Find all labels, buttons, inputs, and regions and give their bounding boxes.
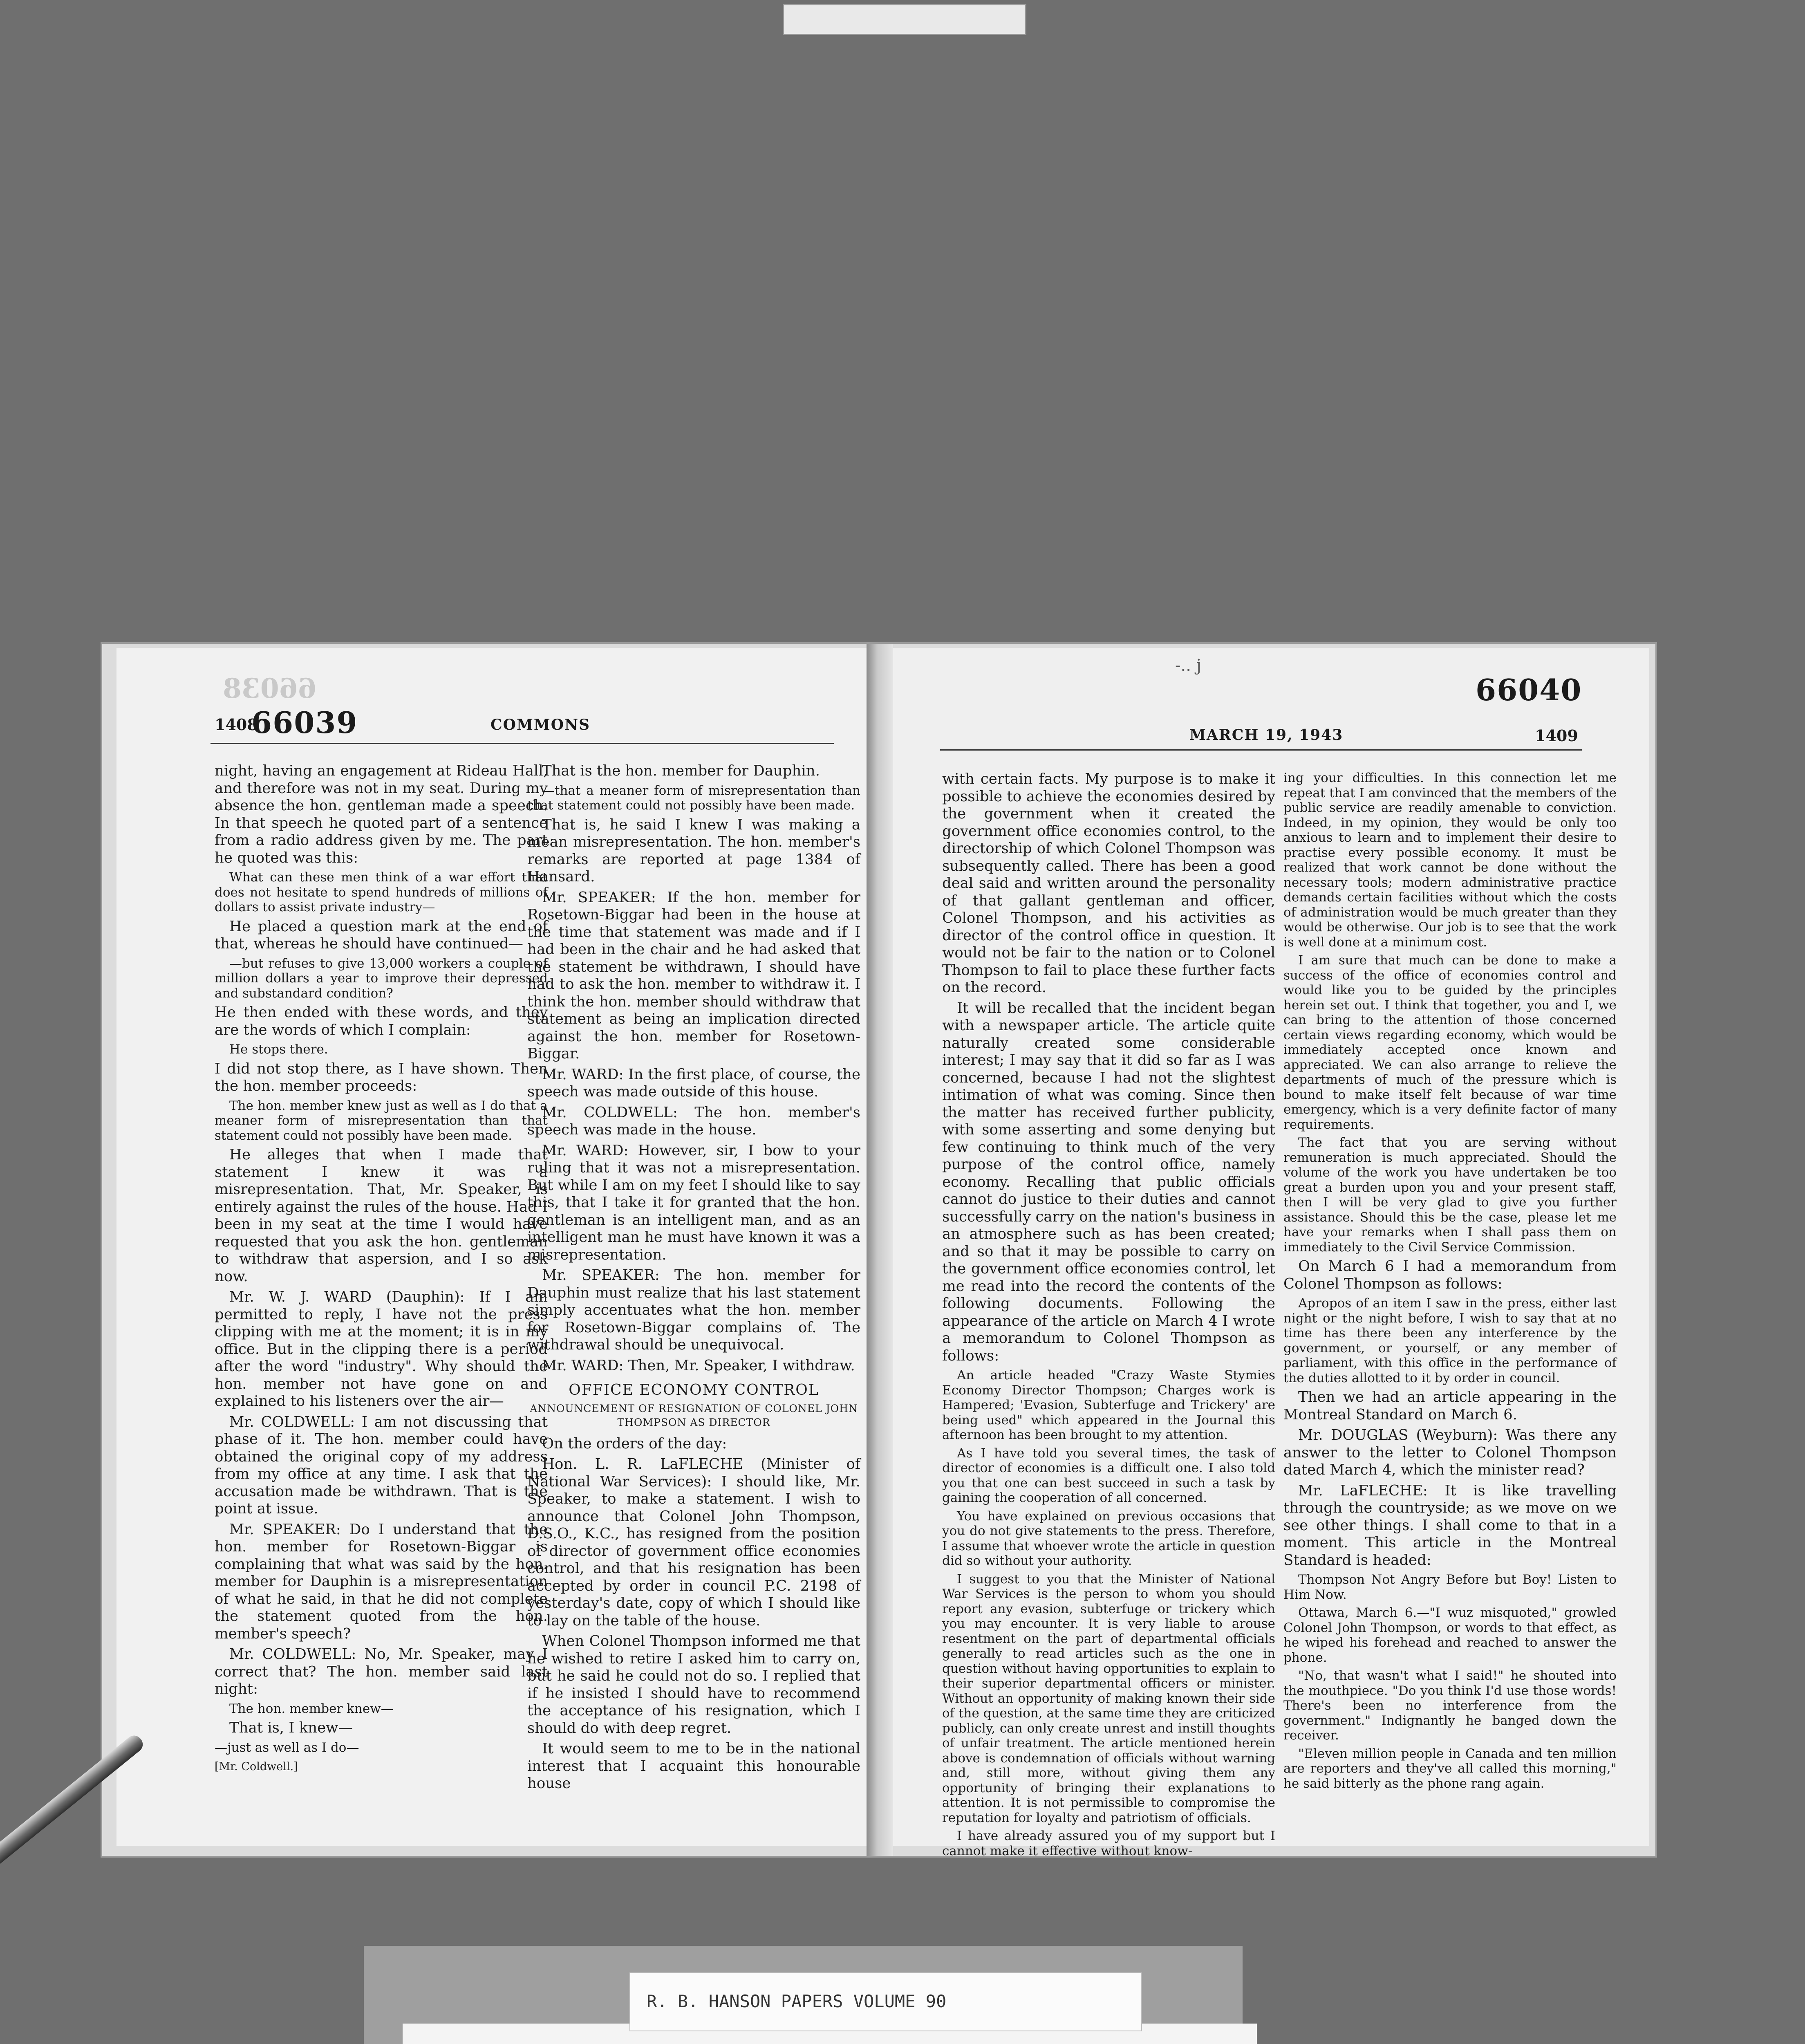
paragraph: It will be recalled that the incident began with a newspaper article. The article quite naturally created some considerable interest; I may say that it did so far as I was concerned, because I had not the slightest intimation of what was coming. Since then the matter has received further publicity, with some asserting and some denying but few continuing to think much of the very purpose of the control office, namely economy. Recalling that public officials cannot do justice to their duties and cannot successfully carry on the nation's business in an atmosphere such as has been created; and so that it may be possible to carry on the government office economies control, let me read into the record the contents of the following documents. Following the appearance of the article on March 4 I wrote a memorandum to Colonel Thompson as follows: bbox=[942, 1000, 1275, 1364]
header-rule bbox=[940, 749, 1582, 751]
paragraph: Mr. WARD: However, sir, I bow to your ruling that it was not a misrepresentation. But while I am on my feet I should like to say this, that I take it for granted that the hon. gentleman is an intelligent man, and as an intelligent man he must have known it was a misrepresentation. bbox=[527, 1142, 860, 1263]
header-rule bbox=[211, 743, 834, 744]
paragraph: Mr. COLDWELL: No, Mr. Speaker, may I correct that? The hon. member said last night: bbox=[215, 1646, 548, 1697]
section-heading: OFFICE ECONOMY CONTROL bbox=[569, 1382, 819, 1399]
left-page bbox=[116, 648, 867, 1846]
volume-tag-text: R. B. HANSON PAPERS VOLUME 90 bbox=[647, 1991, 947, 2011]
running-head: COMMONS bbox=[490, 716, 590, 733]
folio-stamp: 66039 bbox=[251, 705, 358, 740]
paragraph: Mr. LaFLECHE: It is like travelling through the countryside; as we move on we see other things. I shall come to that in a moment. This article in the Montreal Standard is headed: bbox=[1283, 1482, 1617, 1569]
book-spread bbox=[102, 644, 1655, 1856]
paragraph: He then ended with these words, and they are the words of which I complain: bbox=[215, 1004, 548, 1038]
paragraph: Mr. SPEAKER: Do I understand that the hon. member for Rosetown-Biggar is complaining that what was said by the hon. member for Dauphin is a misrepresentation of what he said, in that he did not complete the statement quoted from the hon. member's speech? bbox=[215, 1521, 548, 1642]
speaker-credit: [Mr. Coldwell.] bbox=[215, 1760, 298, 1773]
paragraph: Then we had an article appearing in the Montreal Standard on March 6. bbox=[1283, 1389, 1617, 1423]
paragraph: On the orders of the day: bbox=[542, 1435, 727, 1452]
volume-tag bbox=[629, 1972, 1142, 2031]
paragraph: He placed a question mark at the end of that, whereas he should have continued— bbox=[215, 918, 548, 952]
text-column-2 bbox=[527, 762, 860, 1796]
quotation: The hon. member knew— bbox=[229, 1701, 394, 1716]
paragraph: That is, I knew— bbox=[229, 1719, 353, 1736]
quotation: He stops there. bbox=[229, 1042, 328, 1057]
quotation: Apropos of an item I saw in the press, either last night or the night before, I wish to say that at no time has there been any interference by the government, or yourself, or any member of parliament, with this office in the performance of the duties allotted to it by order in council. bbox=[1283, 1296, 1617, 1385]
ghost-folio: 66038 bbox=[223, 672, 317, 704]
quotation: I suggest to you that the Minister of National War Services is the person to whom you should report any evasion, subterfuge or trickery which you may encounter. It is very liable to arouse resentment on the part of departmental officials generally to read articles such as the one in question without having opportunities to explain to their superior departmental officers or minister. Without an opportunity of making known their side of the question, at the same time they are criticized publicly, can only create unrest and instill thoughts of unfair treatment. The article mentioned herein above is condemnation of officials without warning and, still more, without giving them any opportunity of bringing their explanations to attention. It is not permissible to compromise the reputation for loyalty and patriotism of officials. bbox=[942, 1571, 1275, 1825]
top-clip bbox=[783, 4, 1026, 35]
quotation: —that a meaner form of misrepresentation than that statement could not possibly have been made. bbox=[527, 783, 860, 813]
paragraph: Mr. WARD: In the first place, of course, the speech was made outside of this house. bbox=[527, 1066, 860, 1100]
paragraph: with certain facts. My purpose is to make it possible to achieve the economies desired by the government when it created the government office economies control, to the directorship of which Colonel Thompson was subsequently called. There has been a good deal said and written around the personality of that gallant gentleman and officer, Colonel Thompson, and his activities as director of the control office in question. It would not be fair to the nation or to Colonel Thompson to fail to place these further facts on the record. bbox=[942, 771, 1275, 996]
page-number: 1409 bbox=[1535, 726, 1578, 745]
text-column-3 bbox=[942, 771, 1275, 1862]
right-page bbox=[893, 648, 1649, 1858]
running-head: MARCH 19, 1943 bbox=[1189, 726, 1344, 744]
quotation: Thompson Not Angry Before but Boy! Listen to Him Now. bbox=[1283, 1572, 1617, 1602]
quotation: "Eleven million people in Canada and ten million are reporters and they've all called this morning," he said bitterly as the phone rang again. bbox=[1283, 1746, 1617, 1791]
handwritten-mark: -.. j bbox=[1175, 656, 1202, 675]
paragraph: Mr. COLDWELL: I am not discussing that phase of it. The hon. member could have obtained the original copy of my address from my office at any time. I ask that the accusation made be withdrawn. That is the point at issue. bbox=[215, 1413, 548, 1517]
quotation: Ottawa, March 6.—"I wuz misquoted," growled Colonel John Thompson, or words to that effect, as he wiped his forehead and reached to answer the phone. bbox=[1283, 1605, 1617, 1665]
quotation: You have explained on previous occasions that you do not give statements to the press. Therefore, I assume that whoever wrote the article in question did so without your authority. bbox=[942, 1508, 1275, 1568]
quotation: "No, that wasn't what I said!" he shouted into the mouthpiece. "Do you think I'd use those words! There's been no interference from the government." Indignantly he banged down the receiver. bbox=[1283, 1668, 1617, 1743]
quotation: The fact that you are serving without remuneration is much appreciated. Should the volume of the work you have undertaken be too great a burden upon you and your present staff, then I will be very glad to give you further assistance. Should this be the case, please let me have your remarks when I shall pass them on immediately to the Civil Service Commission. bbox=[1283, 1135, 1617, 1255]
quotation: ing your difficulties. In this connection let me repeat that I am convinced that the members of the public service are readily amenable to conviction. Indeed, in my opinion, they would be only too anxious to learn and to implement their desire to practise every possible economy. It must be realized that work cannot be done without the necessary tools; modern administrative practice demands certain facilities without which the costs of administration would be much greater than they would be otherwise. Our job is to see that the work is well done at a minimum cost. bbox=[1283, 771, 1617, 950]
book-gutter bbox=[867, 644, 893, 1856]
paragraph: Mr. DOUGLAS (Weyburn): Was there any answer to the letter to Colonel Thompson dated March 4, which the minister read? bbox=[1283, 1427, 1617, 1478]
quotation: As I have told you several times, the task of director of economies is a difficult one. I also told you that one can best succeed in such a task by gaining the cooperation of all concerned. bbox=[942, 1446, 1275, 1505]
quotation: I have already assured you of my support but I cannot make it effective without know- bbox=[942, 1829, 1275, 1858]
paragraph: Mr. SPEAKER: If the hon. member for Rosetown-Biggar had been in the house at the time that statement was made and if I had been in the chair and he had asked that the statement be withdrawn, I should have had to ask the hon. member to withdraw it. I think the hon. member should withdraw that statement as being an implication directed against the hon. member for Rosetown-Biggar. bbox=[527, 889, 860, 1062]
paragraph: Mr. SPEAKER: The hon. member for Dauphin must realize that his last statement simply accentuates what the hon. member for Rosetown-Biggar complains of. The withdrawal should be unequivocal. bbox=[527, 1267, 860, 1353]
quotation: What can these men think of a war effort that does not hesitate to spend hundreds of millions of dollars to assist private industry— bbox=[215, 870, 548, 914]
quotation: I am sure that much can be done to make a success of the office of economies control and would like you to be guided by the principles herein set out. I think that together, you and I, we can bring to the attention of those concerned certain views regarding economy, which would be immediately accepted once known and appreciated. We can also arrange to relieve the departments of much of the pressure which is bound to make itself felt because of war time emergency, which is a very definite factor of many requirements. bbox=[1283, 953, 1617, 1132]
folio-stamp: 66040 bbox=[1476, 672, 1582, 707]
paragraph: It would seem to me to be in the national interest that I acquaint this honourable house bbox=[527, 1740, 860, 1792]
text-column-1 bbox=[215, 762, 548, 1776]
paragraph: I did not stop there, as I have shown. Then the hon. member proceeds: bbox=[215, 1060, 548, 1094]
paragraph: Mr. COLDWELL: The hon. member's speech was made in the house. bbox=[527, 1104, 860, 1138]
paragraph: He alleges that when I made that statement I knew it was a misrepresentation. That, Mr. Speaker, is entirely against the rules of the house. Had I been in my seat at the time I would have requested that you ask the hon. gentleman to withdraw that aspersion, and I so ask now. bbox=[215, 1146, 548, 1285]
page-number: 1408 bbox=[215, 715, 258, 734]
paragraph: Mr. WARD: Then, Mr. Speaker, I withdraw. bbox=[542, 1357, 855, 1374]
paragraph: On March 6 I had a memorandum from Colonel Thompson as follows: bbox=[1283, 1258, 1617, 1292]
quotation: —but refuses to give 13,000 workers a couple of million dollars a year to improve their depressed and substandard condition? bbox=[215, 956, 548, 1001]
paragraph: Mr. W. J. WARD (Dauphin): If I am permitted to reply, I have not the press clipping with me at the moment; it is in my office. But in the clipping there is a period after the word "industry". Why should the hon. member not have gone on and explained to his listeners over the air— bbox=[215, 1289, 548, 1410]
quotation: The hon. member knew just as well as I do that a meaner form of misrepresentation than that statement could not possibly have been made. bbox=[215, 1098, 548, 1143]
paragraph: That is the hon. member for Dauphin. bbox=[542, 762, 820, 779]
quotation: An article headed "Crazy Waste Stymies Economy Director Thompson; Charges work is Hampered; 'Evasion, Subterfuge and Trickery' are being used" which appeared in the Journal this afternoon has been brought to my attention. bbox=[942, 1368, 1275, 1442]
paragraph: That is, he said I knew I was making a mean misrepresentation. The hon. member's remarks are reported at page 1384 of Hansard. bbox=[527, 816, 860, 885]
quotation: —just as well as I do— bbox=[215, 1740, 359, 1755]
paragraph: When Colonel Thompson informed me that he wished to retire I asked him to carry on, but he said he could not do so. I replied that if he insisted I should have to recommend the acceptance of his resignation, which I should do with deep regret. bbox=[527, 1633, 860, 1737]
paragraph: night, having an engagement at Rideau Hall, and therefore was not in my seat. During my absence the hon. gentleman made a speech. In that speech he quoted part of a sentence from a radio address given by me. The part he quoted was this: bbox=[215, 762, 548, 866]
paragraph: Hon. L. R. LaFLECHE (Minister of National War Services): I should like, Mr. Speaker, to make a statement. I wish to announce that Colonel John Thompson, D.S.O., K.C., has resigned from the position of director of government office economies control, and that his resignation has been accepted by order in council P.C. 2198 of yesterday's date, copy of which I should like to lay on the table of the house. bbox=[527, 1456, 860, 1629]
section-subheading: ANNOUNCEMENT OF RESIGNATION OF COLONEL JOHN THOMPSON AS DIRECTOR bbox=[530, 1402, 858, 1428]
text-column-4 bbox=[1283, 771, 1617, 1794]
